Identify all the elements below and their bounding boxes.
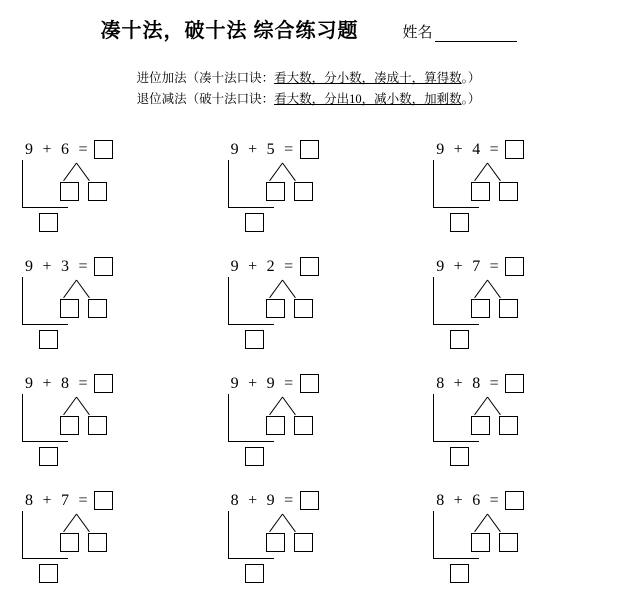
bracket-vertical	[433, 394, 434, 442]
plus-icon: +	[42, 374, 52, 392]
first-addend: 9	[230, 374, 239, 392]
answer-box[interactable]	[300, 374, 319, 393]
ten-sum-box[interactable]	[245, 564, 264, 583]
tree-left-leg	[269, 163, 283, 181]
page-header	[0, 14, 617, 43]
problem-cell	[411, 130, 617, 247]
equals-icon: =	[489, 374, 499, 392]
equation	[22, 374, 113, 393]
student-name-field[interactable]	[402, 21, 516, 42]
equals-icon: =	[284, 491, 294, 509]
second-addend: 5	[266, 140, 275, 158]
problem-row	[0, 481, 617, 598]
answer-box[interactable]	[300, 257, 319, 276]
answer-box[interactable]	[94, 374, 113, 393]
decomposition-tree	[469, 514, 543, 554]
tree-left-leg	[474, 163, 488, 181]
decomposition-box-right[interactable]	[499, 182, 518, 201]
decomposition-box-right[interactable]	[88, 299, 107, 318]
tree-left-leg	[63, 397, 77, 415]
problem-cell	[411, 247, 617, 364]
ten-sum-box[interactable]	[39, 213, 58, 232]
bracket-horizontal	[228, 207, 274, 208]
tree-right-leg	[487, 514, 501, 532]
bracket-vertical	[22, 394, 23, 442]
decomposition-tree	[58, 280, 132, 320]
answer-box[interactable]	[505, 140, 524, 159]
answer-box[interactable]	[94, 257, 113, 276]
tree-right-leg	[282, 163, 296, 181]
decomposition-box-left[interactable]	[60, 299, 79, 318]
decomposition-box-left[interactable]	[471, 533, 490, 552]
tree-right-leg	[282, 280, 296, 298]
equals-icon: =	[78, 140, 88, 158]
tree-right-leg	[76, 397, 90, 415]
ten-sum-box[interactable]	[39, 564, 58, 583]
equation	[228, 374, 319, 393]
tree-right-leg	[282, 514, 296, 532]
tree-right-leg	[76, 280, 90, 298]
decomposition-tree	[58, 163, 132, 203]
tree-left-leg	[269, 514, 283, 532]
problem-cell	[0, 364, 206, 481]
problem-grid	[0, 130, 617, 598]
ten-sum-box[interactable]	[245, 213, 264, 232]
decomposition-box-left[interactable]	[471, 416, 490, 435]
instruction-addition-head: 进位加法（凑十法口诀：	[136, 71, 275, 85]
tree-left-leg	[474, 514, 488, 532]
problem-cell	[0, 247, 206, 364]
answer-box[interactable]	[505, 374, 524, 393]
answer-box[interactable]	[94, 140, 113, 159]
problem-cell	[0, 130, 206, 247]
decomposition-box-right[interactable]	[88, 533, 107, 552]
equation	[433, 491, 524, 510]
bracket-horizontal	[22, 441, 68, 442]
tree-left-leg	[474, 280, 488, 298]
decomposition-tree	[264, 397, 338, 437]
decomposition-tree	[58, 514, 132, 554]
problem-cell	[411, 481, 617, 598]
ten-sum-box[interactable]	[245, 330, 264, 349]
plus-icon: +	[42, 140, 52, 158]
first-addend: 9	[25, 140, 33, 158]
equals-icon: =	[284, 140, 294, 158]
decomposition-tree	[469, 163, 543, 203]
bracket-vertical	[22, 511, 23, 559]
problem-cell	[0, 481, 206, 598]
bracket-vertical	[22, 160, 23, 208]
instruction-subtraction-head: 退位减法（破十法口诀：	[136, 92, 275, 106]
bracket-horizontal	[22, 558, 68, 559]
answer-box[interactable]	[300, 491, 319, 510]
first-addend: 9	[436, 257, 445, 275]
instruction-line-addition	[0, 68, 617, 89]
second-addend: 4	[472, 140, 481, 158]
decomposition-box-right[interactable]	[499, 533, 518, 552]
second-addend: 7	[472, 257, 481, 275]
decomposition-tree	[58, 397, 132, 437]
first-addend: 9	[25, 374, 33, 392]
instruction-subtraction-tail: 。）	[461, 92, 481, 106]
decomposition-tree	[264, 163, 338, 203]
tree-left-leg	[269, 280, 283, 298]
ten-sum-box[interactable]	[450, 330, 469, 349]
decomposition-box-left[interactable]	[266, 416, 285, 435]
equation	[228, 491, 319, 510]
first-addend: 8	[25, 491, 33, 509]
equation	[433, 257, 524, 276]
bracket-horizontal	[433, 324, 479, 325]
equation	[228, 140, 319, 159]
decomposition-box-left[interactable]	[266, 299, 285, 318]
page-title: 凑十法，破十法 综合练习题	[100, 20, 359, 42]
equals-icon: =	[489, 140, 499, 158]
equation	[433, 374, 524, 393]
second-addend: 9	[266, 374, 275, 392]
student-name-label: 姓名	[402, 25, 433, 41]
instruction-line-subtraction	[0, 89, 617, 110]
first-addend: 9	[230, 140, 239, 158]
equals-icon: =	[284, 374, 294, 392]
ten-sum-box[interactable]	[245, 447, 264, 466]
instruction-addition-tail: 。）	[461, 71, 481, 85]
first-addend: 8	[230, 491, 239, 509]
instruction-subtraction-mnemonic: 看大数，分出10，减小数，加剩数	[274, 92, 462, 106]
answer-box[interactable]	[505, 257, 524, 276]
tree-right-leg	[76, 163, 90, 181]
decomposition-box-right[interactable]	[294, 533, 313, 552]
second-addend: 2	[266, 257, 275, 275]
decomposition-box-left[interactable]	[60, 533, 79, 552]
ten-sum-box[interactable]	[450, 213, 469, 232]
plus-icon: +	[248, 140, 258, 158]
student-name-blank[interactable]	[435, 27, 517, 42]
decomposition-box-right[interactable]	[294, 182, 313, 201]
bracket-vertical	[228, 277, 229, 325]
problem-row	[0, 130, 617, 247]
bracket-vertical	[433, 160, 434, 208]
equation	[22, 257, 113, 276]
equation	[22, 140, 113, 159]
bracket-horizontal	[22, 207, 68, 208]
decomposition-box-left[interactable]	[471, 299, 490, 318]
plus-icon: +	[42, 491, 52, 509]
ten-sum-box[interactable]	[450, 564, 469, 583]
plus-icon: +	[453, 140, 463, 158]
bracket-horizontal	[433, 558, 479, 559]
decomposition-box-left[interactable]	[471, 182, 490, 201]
decomposition-box-left[interactable]	[266, 182, 285, 201]
decomposition-box-right[interactable]	[294, 299, 313, 318]
plus-icon: +	[453, 374, 463, 392]
equals-icon: =	[78, 257, 88, 275]
tree-right-leg	[487, 280, 501, 298]
decomposition-box-left[interactable]	[60, 182, 79, 201]
second-addend: 8	[61, 374, 69, 392]
plus-icon: +	[453, 491, 463, 509]
decomposition-box-right[interactable]	[499, 299, 518, 318]
bracket-horizontal	[433, 441, 479, 442]
problem-cell	[206, 364, 412, 481]
tree-left-leg	[63, 163, 77, 181]
tree-right-leg	[282, 397, 296, 415]
tree-right-leg	[487, 163, 501, 181]
decomposition-box-left[interactable]	[266, 533, 285, 552]
tree-left-leg	[269, 397, 283, 415]
decomposition-tree	[264, 514, 338, 554]
bracket-vertical	[228, 160, 229, 208]
plus-icon: +	[248, 374, 258, 392]
problem-cell	[206, 247, 412, 364]
equals-icon: =	[284, 257, 294, 275]
answer-box[interactable]	[300, 140, 319, 159]
bracket-vertical	[433, 277, 434, 325]
decomposition-box-right[interactable]	[88, 182, 107, 201]
decomposition-tree	[469, 280, 543, 320]
decomposition-box-right[interactable]	[294, 416, 313, 435]
first-addend: 8	[436, 491, 445, 509]
ten-sum-box[interactable]	[39, 447, 58, 466]
instruction-addition-mnemonic: 看大数，分小数，凑成十，算得数	[274, 71, 462, 85]
bracket-vertical	[228, 394, 229, 442]
equation	[228, 257, 319, 276]
bracket-horizontal	[228, 441, 274, 442]
first-addend: 9	[436, 140, 445, 158]
first-addend: 8	[436, 374, 445, 392]
equals-icon: =	[489, 257, 499, 275]
tree-left-leg	[63, 280, 77, 298]
second-addend: 3	[61, 257, 69, 275]
plus-icon: +	[248, 257, 258, 275]
first-addend: 9	[230, 257, 239, 275]
first-addend: 9	[25, 257, 33, 275]
problem-cell	[206, 130, 412, 247]
problem-row	[0, 247, 617, 364]
plus-icon: +	[248, 491, 258, 509]
plus-icon: +	[42, 257, 52, 275]
equals-icon: =	[489, 491, 499, 509]
second-addend: 7	[61, 491, 69, 509]
tree-right-leg	[76, 514, 90, 532]
bracket-horizontal	[228, 324, 274, 325]
equals-icon: =	[78, 491, 88, 509]
equals-icon: =	[78, 374, 88, 392]
second-addend: 9	[266, 491, 275, 509]
ten-sum-box[interactable]	[450, 447, 469, 466]
second-addend: 6	[61, 140, 69, 158]
bracket-vertical	[433, 511, 434, 559]
second-addend: 6	[472, 491, 481, 509]
problem-row	[0, 364, 617, 481]
equation	[22, 491, 113, 510]
answer-box[interactable]	[94, 491, 113, 510]
second-addend: 8	[472, 374, 481, 392]
decomposition-box-right[interactable]	[88, 416, 107, 435]
decomposition-box-left[interactable]	[60, 416, 79, 435]
problem-cell	[411, 364, 617, 481]
decomposition-tree	[264, 280, 338, 320]
instructions-block	[0, 68, 617, 110]
tree-right-leg	[487, 397, 501, 415]
decomposition-tree	[469, 397, 543, 437]
tree-left-leg	[63, 514, 77, 532]
plus-icon: +	[453, 257, 463, 275]
decomposition-box-right[interactable]	[499, 416, 518, 435]
bracket-horizontal	[22, 324, 68, 325]
bracket-vertical	[228, 511, 229, 559]
bracket-horizontal	[433, 207, 479, 208]
bracket-horizontal	[228, 558, 274, 559]
answer-box[interactable]	[505, 491, 524, 510]
problem-cell	[206, 481, 412, 598]
bracket-vertical	[22, 277, 23, 325]
tree-left-leg	[474, 397, 488, 415]
ten-sum-box[interactable]	[39, 330, 58, 349]
equation	[433, 140, 524, 159]
